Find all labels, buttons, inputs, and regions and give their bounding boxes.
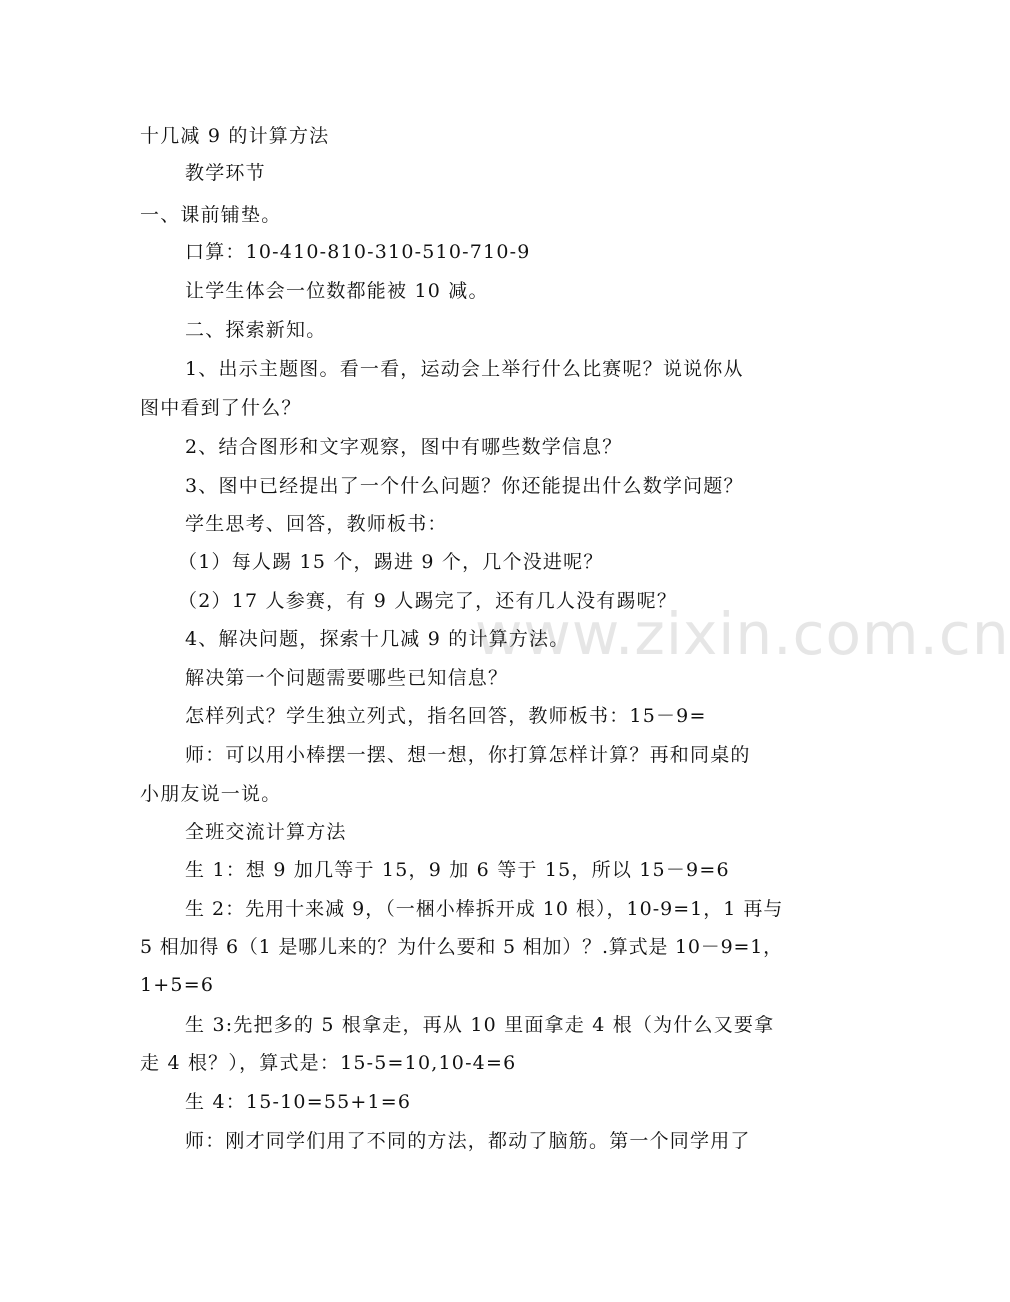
- paragraph-line: 口算：10-410-810-310-510-710-9: [185, 241, 531, 263]
- paragraph-line: 解决第一个问题需要哪些已知信息？: [185, 667, 509, 689]
- paragraph-line: 5 相加得 6（1 是哪儿来的？为什么要和 5 相加）？.算式是 10－9=1，: [140, 936, 783, 958]
- paragraph-line: 生 3:先把多的 5 根拿走，再从 10 里面拿走 4 根（为什么又要拿: [185, 1014, 775, 1036]
- watermark: www.zixin.com.cn: [475, 600, 1010, 668]
- paragraph-line: 师：刚才同学们用了不同的方法，都动了脑筋。第一个同学用了: [185, 1130, 751, 1152]
- document-title: 十几减 9 的计算方法: [140, 125, 330, 147]
- paragraph-line: 走 4 根？），算式是：15-5=10,10-4=6: [140, 1052, 517, 1074]
- paragraph-line: 学生思考、回答，教师板书：: [185, 513, 448, 535]
- paragraph-line: 生 2：先用十来减 9，（一梱小棒拆开成 10 根），10-9=1，1 再与: [185, 898, 784, 920]
- paragraph-line: 生 1：想 9 加几等于 15，9 加 6 等于 15，所以 15－9=6: [185, 859, 730, 881]
- paragraph-line: 生 4：15-10=55+1=6: [185, 1091, 412, 1113]
- list-item: （2）17 人参赛，有 9 人踢完了，还有几人没有踢呢？: [178, 590, 678, 612]
- section-heading: 一、课前铺垫。: [140, 204, 282, 226]
- paragraph-line: 让学生体会一位数都能被 10 减。: [185, 280, 489, 302]
- section-heading: 二、探索新知。: [185, 319, 327, 341]
- paragraph-line: 3、图中已经提出了一个什么问题？你还能提出什么数学问题？: [185, 475, 744, 497]
- paragraph-line: 1+5=6: [140, 974, 215, 996]
- paragraph-line: 师：可以用小棒摆一摆、想一想，你打算怎样计算？再和同桌的: [185, 744, 751, 766]
- paragraph-line: 小朋友说一说。: [140, 783, 282, 805]
- list-item: （1）每人踢 15 个，踢进 9 个，几个没进呢？: [178, 551, 604, 573]
- paragraph-line: 4、解决问题，探索十几减 9 的计算方法。: [185, 628, 570, 650]
- paragraph-line: 1、出示主题图。看一看，运动会上举行什么比赛呢？说说你从: [185, 358, 744, 380]
- section-heading: 教学环节: [185, 162, 266, 184]
- paragraph-line: 2、结合图形和文字观察，图中有哪些数学信息？: [185, 436, 623, 458]
- paragraph-line: 全班交流计算方法: [185, 821, 347, 843]
- paragraph-line: 怎样列式？学生独立列式，指名回答，教师板书：15－9=: [185, 705, 707, 727]
- paragraph-line: 图中看到了什么？: [140, 397, 302, 419]
